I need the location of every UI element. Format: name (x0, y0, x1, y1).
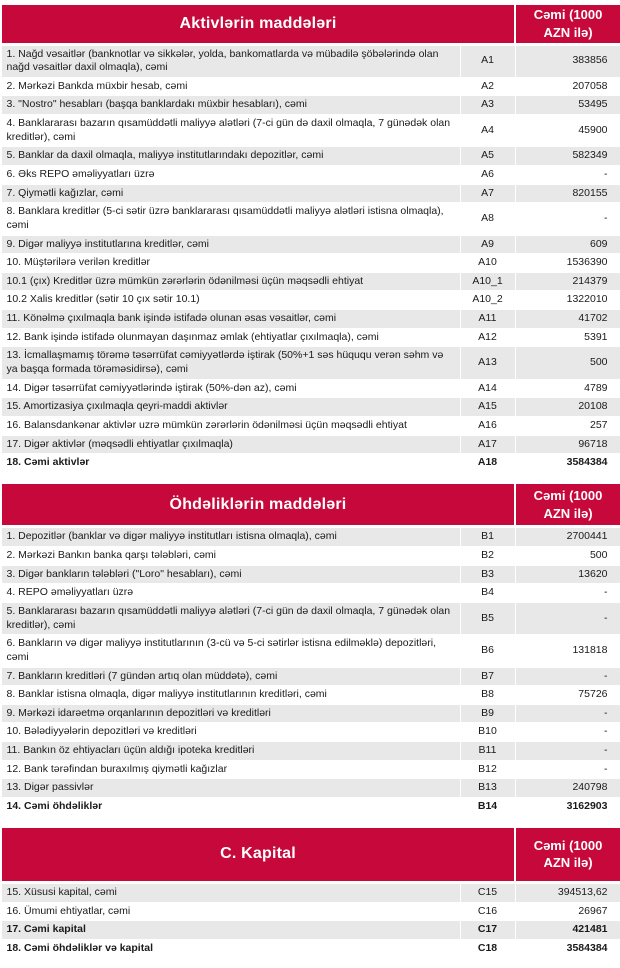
row-code: A9 (460, 235, 515, 254)
row-label: 15. Amortizasiya çıxılmaqla qeyri-maddi aktivlər (1, 398, 460, 417)
row-value: - (515, 602, 620, 634)
row-value: 394513,62 (515, 883, 620, 903)
row-code: B9 (460, 704, 515, 723)
row-code: A1 (460, 44, 515, 77)
section-table (0, 826, 620, 959)
table-row (1, 347, 620, 379)
report (0, 3, 620, 959)
row-label: 10. Bələdiyyələrin depozitləri və kreditləri (1, 723, 460, 742)
row-code: C18 (460, 940, 515, 959)
row-label: 12. Bank tərəfindan buraxılmış qiymətli kağızlar (1, 760, 460, 779)
row-value: 96718 (515, 435, 620, 454)
row-label: 11. Bankın öz ehtiyacları üçün aldığı ipoteka kreditləri (1, 742, 460, 761)
row-value: 500 (515, 347, 620, 379)
row-code: B3 (460, 565, 515, 584)
row-value: 2700441 (515, 527, 620, 547)
total-column-header: Cəmi (1000 AZN ilə) (515, 483, 620, 527)
table-row (1, 235, 620, 254)
row-code: A4 (460, 115, 515, 147)
row-label: 8. Banklar istisna olmaqla, digər maliyyə institutlarının kreditləri, cəmi (1, 686, 460, 705)
row-value: 20108 (515, 398, 620, 417)
table-row (1, 398, 620, 417)
row-value: 257 (515, 416, 620, 435)
table-row (1, 686, 620, 705)
row-label: 9. Mərkəzi idarəetmə orqanlarının depozitləri və kreditləri (1, 704, 460, 723)
row-value: 383856 (515, 44, 620, 77)
row-label: 17. Cəmi kapital (1, 921, 460, 940)
table-row (1, 779, 620, 798)
row-value: 820155 (515, 184, 620, 203)
table-row (1, 435, 620, 454)
row-label: 6. Bankların və digər maliyyə institutlarının (3-cü və 5-ci sətirlər istisna edilməklə) depozitləri, cəmi (1, 635, 460, 667)
table-row (1, 379, 620, 398)
row-code: B7 (460, 667, 515, 686)
row-label: 13. Digər passivlər (1, 779, 460, 798)
row-code: A3 (460, 96, 515, 115)
table-row (1, 635, 620, 667)
row-code: A2 (460, 77, 515, 96)
row-label: 10.1 (çıx) Kreditlər üzrə mümkün zərərlərin ödənilməsi üçün məqsədli ehtiyat (1, 272, 460, 291)
row-label: 8. Banklara kreditlər (5-ci sətir üzrə banklararası qısamüddətli maliyyə alətləri istisna olmaqla), cəmi (1, 203, 460, 235)
table-row (1, 416, 620, 435)
row-code: A6 (460, 165, 515, 184)
row-value: 207058 (515, 77, 620, 96)
table-row (1, 184, 620, 203)
row-value: - (515, 165, 620, 184)
table-row (1, 203, 620, 235)
row-label: 14. Cəmi öhdəliklər (1, 797, 460, 816)
row-label: 10. Müştərilərə verilən kreditlər (1, 254, 460, 273)
section-table (0, 482, 620, 817)
table-row (1, 742, 620, 761)
row-value: 26967 (515, 902, 620, 921)
row-code: A7 (460, 184, 515, 203)
row-value: 240798 (515, 779, 620, 798)
row-label: 9. Digər maliyyə institutlarına kreditlər, cəmi (1, 235, 460, 254)
row-label: 2. Mərkəzi Bankda müxbir hesab, cəmi (1, 77, 460, 96)
row-value: 3584384 (515, 940, 620, 959)
row-label: 6. Əks REPO əməliyyatları üzrə (1, 165, 460, 184)
section-header-row (1, 4, 620, 44)
table-row (1, 527, 620, 547)
row-code: C17 (460, 921, 515, 940)
row-label: 5. Banklar da daxil olmaqla, maliyyə institutlarındakı depozitlər, cəmi (1, 147, 460, 166)
row-value: - (515, 203, 620, 235)
row-value: 1536390 (515, 254, 620, 273)
row-label: 1. Depozitlər (banklar və digər maliyyə institutları istisna olmaqla), cəmi (1, 527, 460, 547)
row-value: 5391 (515, 328, 620, 347)
table-row (1, 902, 620, 921)
row-code: A5 (460, 147, 515, 166)
table-row (1, 328, 620, 347)
row-code: B1 (460, 527, 515, 547)
table-row (1, 310, 620, 329)
table-row (1, 115, 620, 147)
row-value: 75726 (515, 686, 620, 705)
row-code: B8 (460, 686, 515, 705)
row-value: 41702 (515, 310, 620, 329)
total-column-header: Cəmi (1000 AZN ilə) (515, 4, 620, 44)
row-value: - (515, 584, 620, 603)
row-value: 131818 (515, 635, 620, 667)
section-header-row (1, 483, 620, 527)
row-value: 609 (515, 235, 620, 254)
row-value: 13620 (515, 565, 620, 584)
row-code: C16 (460, 902, 515, 921)
row-code: A10_1 (460, 272, 515, 291)
table-row (1, 723, 620, 742)
row-value: 3162903 (515, 797, 620, 816)
row-value: - (515, 760, 620, 779)
row-code: A13 (460, 347, 515, 379)
section-table (0, 3, 620, 473)
row-value: - (515, 742, 620, 761)
row-value: - (515, 723, 620, 742)
row-value: 421481 (515, 921, 620, 940)
row-label: 10.2 Xalis kreditlər (sətir 10 çıx sətir 10.1) (1, 291, 460, 310)
row-label: 4. Banklararası bazarın qısamüddətli maliyyə alətləri (7-ci gün də daxil olmaqla, 7 günədək olan kreditlər), cəmi (1, 115, 460, 147)
row-label: 2. Mərkəzi Bankın banka qarşı tələbləri, cəmi (1, 547, 460, 566)
row-code: B10 (460, 723, 515, 742)
row-label: 15. Xüsusi kapital, cəmi (1, 883, 460, 903)
row-code: B13 (460, 779, 515, 798)
row-label: 7. Bankların kreditləri (7 gündən artıq olan müddətə), cəmi (1, 667, 460, 686)
row-code: B11 (460, 742, 515, 761)
table-row (1, 547, 620, 566)
table-row (1, 704, 620, 723)
row-code: A17 (460, 435, 515, 454)
row-code: A11 (460, 310, 515, 329)
row-value: 214379 (515, 272, 620, 291)
row-value: - (515, 667, 620, 686)
row-value: - (515, 704, 620, 723)
table-row (1, 667, 620, 686)
row-value: 582349 (515, 147, 620, 166)
row-label: 16. Balansdankənar aktivlər uzrə mümkün zərərlərin ödənilməsi üçün məqsədli ehtiyat (1, 416, 460, 435)
row-code: A8 (460, 203, 515, 235)
row-label: 3. Digər bankların tələbləri ("Loro" hesabları), cəmi (1, 565, 460, 584)
table-row (1, 602, 620, 634)
section-title: C. Kapital (1, 827, 515, 883)
row-label: 5. Banklararası bazarın qısamüddətli maliyyə alətləri (7-ci gün də daxil olmaqla, 7 günədək olan kreditlər), cəmi (1, 602, 460, 634)
table-row (1, 454, 620, 473)
section-title: Öhdəliklərin maddələri (1, 483, 515, 527)
row-label: 13. İcmallaşmamış törəmə təsərrüfat cəmiyyətlərdə iştirak (50%+1 səs hüququ verən səhm və ya başqa formada törəməsidirsə), cəmi (1, 347, 460, 379)
total-column-header: Cəmi (1000 AZN ilə) (515, 827, 620, 883)
table-row (1, 165, 620, 184)
table-row (1, 760, 620, 779)
row-code: A15 (460, 398, 515, 417)
table-row (1, 883, 620, 903)
table-row (1, 940, 620, 959)
row-code: B5 (460, 602, 515, 634)
row-code: A10 (460, 254, 515, 273)
row-code: B4 (460, 584, 515, 603)
row-value: 3584384 (515, 454, 620, 473)
section-header-row (1, 827, 620, 883)
row-label: 7. Qiymətli kağızlar, cəmi (1, 184, 460, 203)
row-code: B6 (460, 635, 515, 667)
row-value: 45900 (515, 115, 620, 147)
row-value: 500 (515, 547, 620, 566)
row-label: 4. REPO əməliyyatları üzrə (1, 584, 460, 603)
row-code: C15 (460, 883, 515, 903)
table-row (1, 147, 620, 166)
row-code: A10_2 (460, 291, 515, 310)
table-row (1, 921, 620, 940)
table-row (1, 797, 620, 816)
table-row (1, 77, 620, 96)
row-code: B2 (460, 547, 515, 566)
table-row (1, 584, 620, 603)
table-row (1, 272, 620, 291)
row-code: B12 (460, 760, 515, 779)
row-label: 12. Bank işində istifadə olunmayan daşınmaz əmlak (ehtiyatlar çıxılmaqla), cəmi (1, 328, 460, 347)
row-code: A12 (460, 328, 515, 347)
table-row (1, 254, 620, 273)
row-label: 18. Cəmi öhdəliklər və kapital (1, 940, 460, 959)
row-code: B14 (460, 797, 515, 816)
row-code: A16 (460, 416, 515, 435)
row-label: 11. Könəlmə çıxılmaqla bank işində istifadə olunan əsas vəsaitlər, cəmi (1, 310, 460, 329)
row-code: A18 (460, 454, 515, 473)
row-label: 1. Nağd vəsaitlər (banknotlar və sikkələr, yolda, bankomatlarda və mübadilə şöbələrində olan nağd vəsaitlər daxil olmaqla), cəmi (1, 44, 460, 77)
row-label: 16. Ümumi ehtiyatlar, cəmi (1, 902, 460, 921)
section-title: Aktivlərin maddələri (1, 4, 515, 44)
row-label: 17. Digər aktivlər (məqsədli ehtiyatlar çıxılmaqla) (1, 435, 460, 454)
row-value: 1322010 (515, 291, 620, 310)
row-label: 18. Cəmi aktivlər (1, 454, 460, 473)
row-code: A14 (460, 379, 515, 398)
table-row (1, 565, 620, 584)
table-row (1, 291, 620, 310)
row-value: 4789 (515, 379, 620, 398)
row-label: 3. "Nostro" hesabları (başqa banklardakı müxbir hesabları), cəmi (1, 96, 460, 115)
table-row (1, 96, 620, 115)
table-row (1, 44, 620, 77)
row-value: 53495 (515, 96, 620, 115)
row-label: 14. Digər təsərrüfat cəmiyyətlərində iştirak (50%-dən az), cəmi (1, 379, 460, 398)
